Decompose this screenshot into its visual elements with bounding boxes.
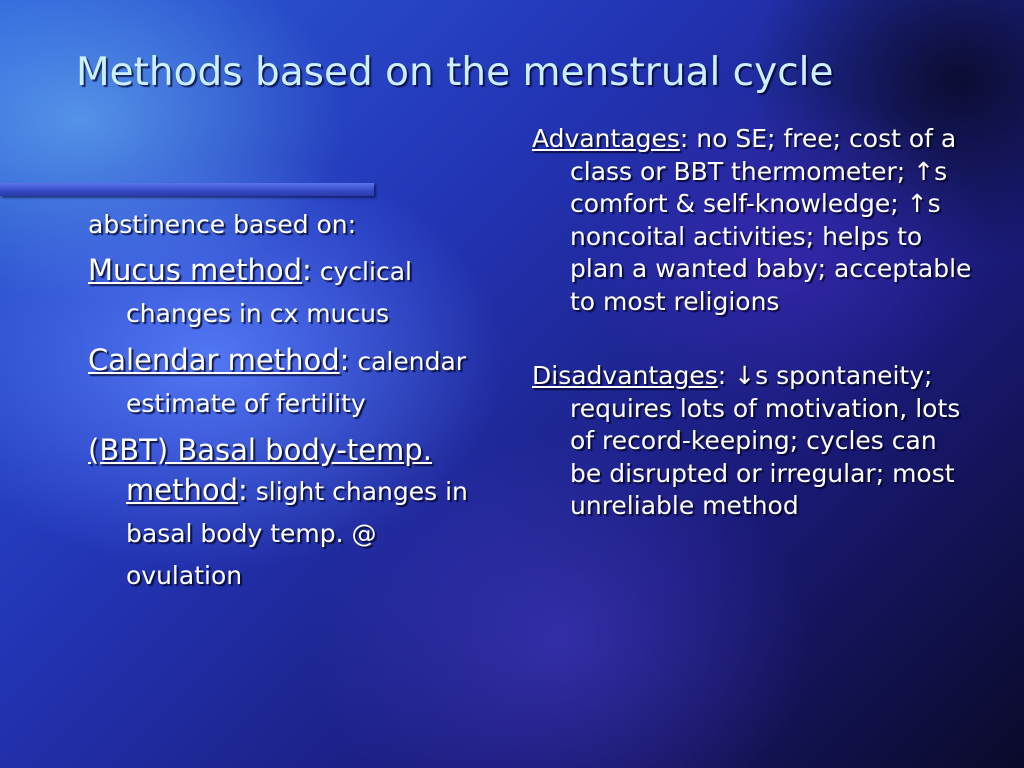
up-arrow-icon: ↑	[913, 156, 935, 186]
abstinence-intro: abstinence based on:	[88, 210, 357, 239]
method-separator: :	[302, 253, 312, 287]
method-separator: :	[339, 343, 350, 377]
slide-title: Methods based on the menstrual cycle	[76, 50, 834, 95]
disadvantages-term: Disadvantages	[532, 361, 718, 390]
method-item-bbt	[88, 430, 498, 596]
method-term: Calendar method	[88, 343, 340, 377]
method-item-calendar	[88, 340, 498, 424]
advantages-paragraph	[532, 123, 972, 318]
method-term: Mucus method	[88, 253, 303, 287]
method-separator: :	[238, 473, 248, 507]
advantages-term: Advantages	[532, 124, 680, 153]
accent-bar	[0, 183, 374, 196]
disadvantages-text-2: s spontaneity; requires lots of motivation, lots of record-keeping; cycles can be disrupted or irregular; most unreliable method	[570, 361, 961, 520]
disadvantages-paragraph	[532, 360, 972, 523]
advantages-text-2: s comfort & self-knowledge;	[570, 156, 948, 218]
paragraph-spacer	[532, 318, 972, 360]
disadvantages-text-1: :	[717, 361, 735, 390]
method-description: slight changes in basal body temp. @ ovulation	[126, 477, 468, 590]
method-description: calendar estimate of fertility	[126, 347, 467, 418]
left-column	[88, 205, 498, 602]
right-column	[532, 123, 972, 523]
method-description: cyclical changes in cx mucus	[126, 257, 412, 328]
up-arrow-icon: ↑	[906, 189, 928, 218]
method-item-mucus	[88, 250, 498, 334]
down-arrow-icon: ↓	[734, 361, 756, 390]
method-term: (BBT) Basal body-temp. method	[88, 433, 432, 507]
advantages-text-3: s noncoital activities; helps to plan a wanted baby; acceptable to most religions	[570, 189, 972, 316]
advantages-text-1: : no SE; free; cost of a class or BBT thermometer;	[570, 124, 957, 186]
